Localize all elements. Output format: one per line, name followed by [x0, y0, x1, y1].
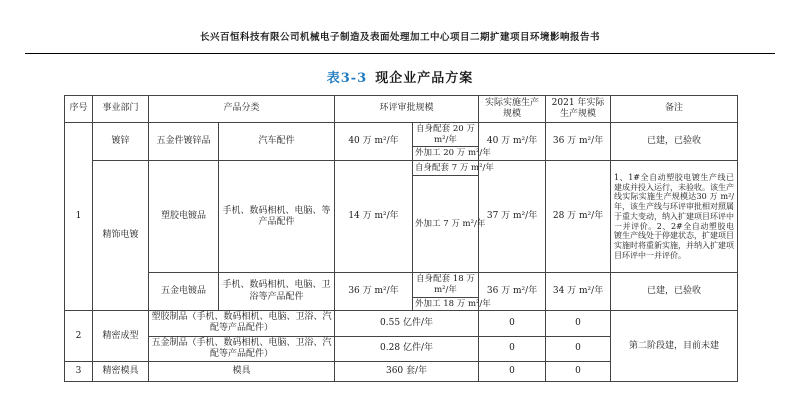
table-header-row: [65, 96, 738, 123]
cell-plastic-plating-note: 1、1#全自动塑胶电镀生产线已建成并投入运行，未验收。该生产线实际实施生产规模达30 万 m²/年，该生产线与环评审批相对照属于重大变动，纳入扩建项目环评中一并评价。2、2#全自动塑胶电镀生产线处于停建状态，扩建项目实施时将重新实施，并纳入扩建项目环评中一并评价。: [611, 161, 738, 273]
cell-plastic-plating-type: 塑胶电镀品: [149, 161, 219, 273]
header-2021: 2021 年实际生产规模: [546, 96, 611, 123]
header-category: 产品分类: [149, 96, 335, 123]
cell-plastic-plating-2021: 28 万 m²/年: [546, 161, 611, 273]
cell-metal-plating-type: 五金电镀品: [149, 273, 219, 311]
cell-metal-plating-products: 手机、数码相机、电脑、卫浴等产品配件: [219, 273, 335, 311]
cell-zinc-note: 已建，已验收: [611, 123, 738, 161]
table-row: [65, 123, 738, 147]
cell-index-1: 1: [65, 123, 93, 311]
cell-phase2-note: 第二阶段建，目前未建: [611, 311, 738, 382]
cell-plastic-plating-approval-self: 自身配套 7 万 m²/年: [413, 161, 479, 176]
table-row: [65, 273, 738, 297]
cell-zinc-products: 汽车配件: [219, 123, 335, 161]
cell-molding-plastic-2021: 0: [546, 311, 611, 337]
cell-zinc-type: 五金件镀锌品: [149, 123, 219, 161]
table-title: [0, 67, 800, 86]
cell-metal-plating-actual: 36 万 m²/年: [479, 273, 546, 311]
cell-index-2: 2: [65, 311, 93, 362]
cell-zinc-approval-total: 40 万 m²/年: [335, 123, 413, 161]
cell-metal-plating-2021: 34 万 m²/年: [546, 273, 611, 311]
cell-molding-metal-2021: 0: [546, 336, 611, 362]
cell-mold-actual: 0: [479, 362, 546, 382]
product-plan-table: [64, 95, 738, 382]
cell-zinc-approval-self: 自身配套 20 万 m²/年: [413, 123, 479, 147]
cell-molding-metal-actual: 0: [479, 336, 546, 362]
cell-plastic-plating-approval-total: 14 万 m²/年: [335, 161, 413, 273]
cell-molding-metal-products: 五金制品（手机、数码相机、电脑、卫浴、汽配等产品配件）: [149, 336, 335, 362]
cell-metal-plating-approval-total: 36 万 m²/年: [335, 273, 413, 311]
cell-molding-plastic-products: 塑胶制品（手机、数码相机、电脑、卫浴、汽配等产品配件）: [149, 311, 335, 337]
table-row: [65, 311, 738, 337]
cell-plating-dept: 精饰电镀: [93, 161, 149, 311]
cell-metal-plating-note: 已建，已验收: [611, 273, 738, 311]
cell-molding-plastic-approval: 0.55 亿件/年: [335, 311, 479, 337]
header-notes: 备注: [611, 96, 738, 123]
table-row: [65, 161, 738, 176]
cell-molding-dept: 精密成型: [93, 311, 149, 362]
table-label: 表3-3: [326, 71, 368, 86]
cell-mold-approval: 360 套/年: [335, 362, 479, 382]
cell-molding-metal-approval: 0.28 亿件/年: [335, 336, 479, 362]
cell-plastic-plating-actual: 37 万 m²/年: [479, 161, 546, 273]
cell-index-3: 3: [65, 362, 93, 382]
cell-mold-dept: 精密模具: [93, 362, 149, 382]
header-approval: 环评审批规模: [335, 96, 479, 123]
cell-mold-products: 模具: [149, 362, 335, 382]
cell-metal-plating-approval-self: 自身配套 18 万 m²/年: [413, 273, 479, 297]
cell-zinc-dept: 镀锌: [93, 123, 149, 161]
table-title-text: 现企业产品方案: [375, 71, 474, 86]
header-divider: [25, 53, 775, 54]
header-department: 事业部门: [93, 96, 149, 123]
doc-header: 长兴百恒科技有限公司机械电子制造及表面处理加工中心项目二期扩建项目环境影响报告书: [199, 32, 600, 43]
cell-metal-plating-approval-out: 外加工 18 万 m²/年: [413, 297, 479, 311]
header-actual: 实际实施生产规模: [479, 96, 546, 123]
cell-molding-plastic-actual: 0: [479, 311, 546, 337]
cell-zinc-2021: 36 万 m²/年: [546, 123, 611, 161]
cell-plastic-plating-approval-out: 外加工 7 万 m²/年: [413, 176, 479, 273]
cell-zinc-actual: 40 万 m²/年: [479, 123, 546, 161]
cell-plastic-plating-products: 手机、数码相机、电脑、等产品配件: [219, 161, 335, 273]
cell-zinc-approval-out: 外加工 20 万 m²/年: [413, 147, 479, 161]
header-index: 序号: [65, 96, 93, 123]
cell-mold-2021: 0: [546, 362, 611, 382]
